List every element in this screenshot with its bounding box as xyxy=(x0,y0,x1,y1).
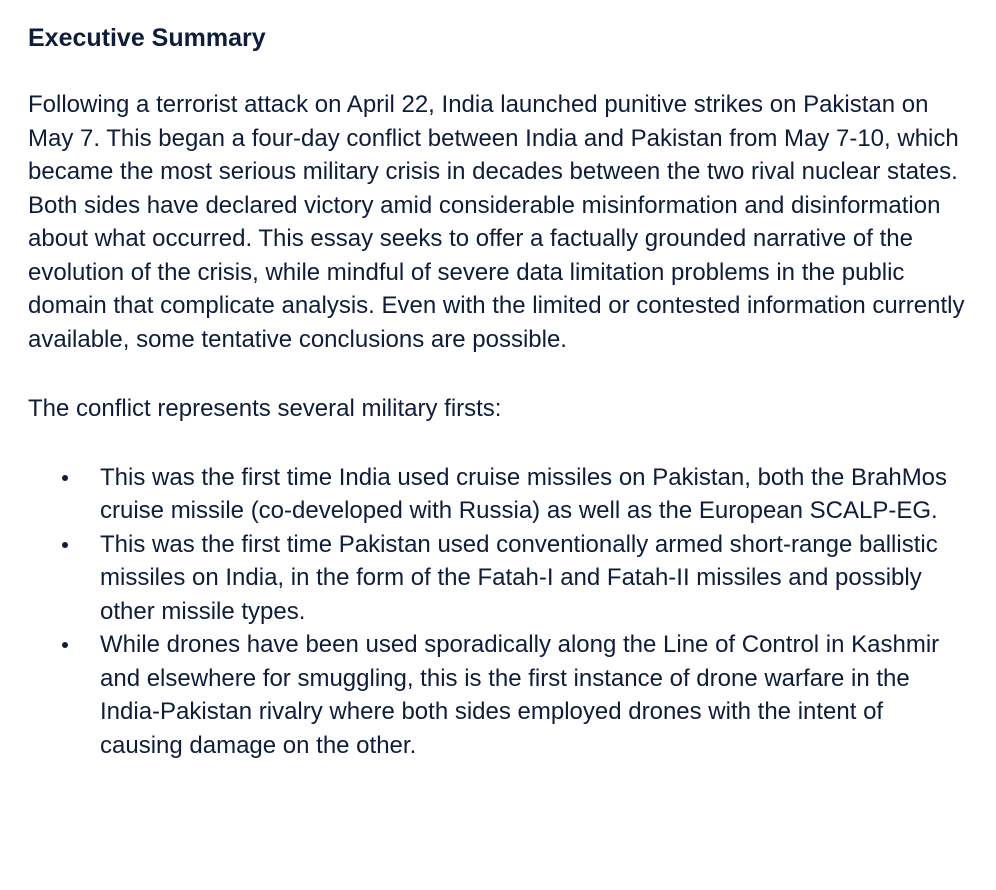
list-item xyxy=(28,461,966,528)
list-item xyxy=(28,528,966,629)
list-item-text: While drones have been used sporadically along the Line of Control in Kashmir and elsewhere for smuggling, this is the first instance of drone warfare in the India-Pakistan rivalry where both sides employed drones with the intent of causing damage on the other. xyxy=(100,631,940,759)
bullet-icon xyxy=(62,475,68,481)
list-item-text: This was the first time Pakistan used conventionally armed short-range ballistic missiles on India, in the form of the Fatah-I and Fatah-II missiles and possibly other missile types. xyxy=(100,530,938,625)
bullet-icon xyxy=(62,642,68,648)
bullet-icon xyxy=(62,542,68,548)
intro-paragraph: Following a terrorist attack on April 22, India launched punitive strikes on Pakistan on May 7. This began a four-day conflict between India and Pakistan from May 7-10, which became the most serious military crisis in decades between the two rival nuclear states. Both sides have declared victory amid considerable misinformation and disinformation about what occurred. This essay seeks to offer a factually grounded narrative of the evolution of the crisis, while mindful of severe data limitation problems in the public domain that complicate analysis. Even with the limited or contested information currently available, some tentative conclusions are possible. xyxy=(28,91,965,353)
list-item-text: This was the first time India used cruise missiles on Pakistan, both the BrahMos cruise missile (co-developed with Russia) as well as the European SCALP-EG. xyxy=(100,463,948,524)
section-heading: Executive Summary xyxy=(28,24,266,52)
military-firsts-list xyxy=(28,461,966,763)
firsts-lead-paragraph: The conflict represents several military firsts: xyxy=(28,395,502,422)
list-item xyxy=(28,628,966,762)
